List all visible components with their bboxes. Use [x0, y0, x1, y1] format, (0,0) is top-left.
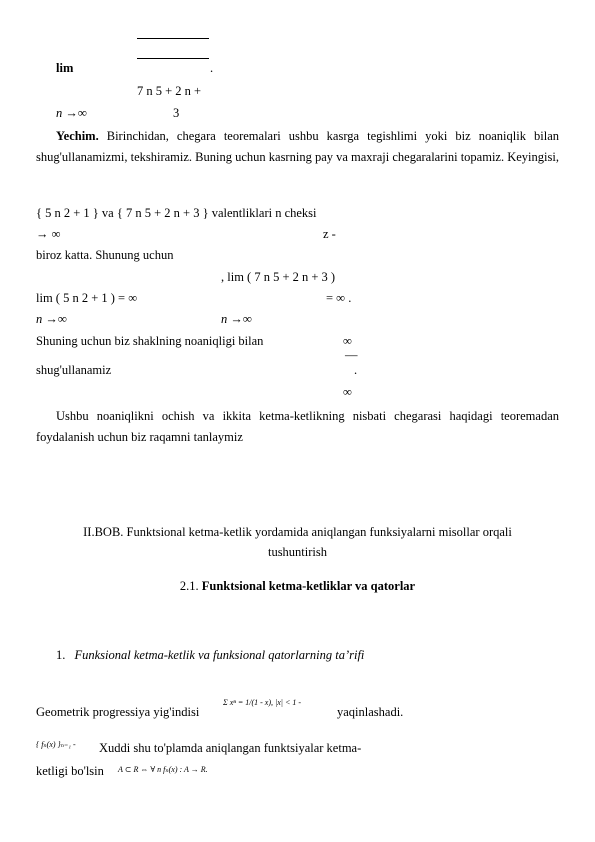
chapter-title: II.BOB. Funktsional ketma-ketlik yordamida aniqlangan funksiyalarni misollar orqali tushuntirish: [83, 525, 512, 559]
section-number: 2.1.: [179, 579, 199, 593]
infinity-numerator: ∞: [343, 334, 352, 348]
xuddi-text: Xuddi shu to'plamda aniqlangan funktsiyalar ketma-: [99, 741, 362, 755]
limit-right-expression: , lim ( 7 n 5 + 2 n + 3 ): [221, 270, 336, 284]
fraction-top-rule-1: [137, 38, 209, 39]
section-heading: [36, 576, 559, 596]
subsection-number: 1.: [56, 648, 66, 662]
fraction-denominator: 7 n 5 + 2 n +: [137, 84, 202, 98]
shugullanamiz-line: shug'ullanamiz: [36, 363, 112, 377]
geometric-formula: Σ xⁿ = 1/(1 - x), |x| < 1 -: [223, 698, 301, 707]
geometric-tail: yaqinlashadi.: [337, 705, 404, 719]
solution-paragraph: [36, 126, 559, 168]
limit-subscript-right: n →∞: [221, 312, 252, 326]
limit-left-expression: lim ( 5 n 2 + 1 ) = ∞: [36, 291, 138, 305]
subsection-title: Funksional ketma-ketlik va funksional qatorlarning ta’rifi: [74, 648, 365, 662]
limit-subscript-left: n →∞: [36, 312, 67, 326]
geometric-text: Geometrik progressiya yig'indisi: [36, 705, 200, 719]
fraction-dot: .: [210, 61, 214, 75]
z-label: z -: [323, 227, 336, 241]
shuning-line: Shuning uchun biz shaklning noaniqligi bilan: [36, 334, 264, 348]
subsection-heading: [56, 648, 364, 662]
lim-label: lim: [56, 61, 74, 75]
infinity-denominator: ∞: [343, 385, 352, 399]
limit-subscript: n →∞: [56, 106, 87, 120]
arrow-infinity: → ∞: [36, 227, 61, 241]
ushbu-paragraph: Ushbu noaniqlikni ochish va ikkita ketma-ketlikning nisbati chegarasi haqidagi teoremadan foydalanish uchun biz raqamni tanlaymiz: [36, 409, 559, 444]
section-title: Funktsional ketma-ketliklar va qatorlar: [201, 579, 416, 593]
sequences-line: { 5 n 2 + 1 } va { 7 n 5 + 2 n + 3 } valentliklari n cheksi: [36, 206, 317, 220]
equals-infinity: = ∞ .: [326, 291, 352, 305]
ketligi-formula: A ⊂ R ⇔ ∀ n fₙ(x) : A → R.: [118, 765, 208, 774]
solution-label: Yechim.: [56, 129, 99, 143]
fraction-end-dot: .: [354, 363, 358, 377]
fraction-bar: —: [345, 348, 358, 362]
exponent-three: 3: [173, 106, 180, 120]
fraction-top-rule-2: [137, 58, 209, 59]
solution-text: Birinchidan, chegara teoremalari ushbu kasrga tegishlimi yoki biz noaniqlik bilan shug'ullanamizmi, tekshiramiz. Buning uchun kasrning pay va maxraji chegaralarini topamiz. Keyingisi,: [36, 129, 559, 164]
sequence-formula: { fₙ(x) }ₙ₌₁ -: [36, 740, 76, 749]
ketligi-text: ketligi bo'lsin: [36, 764, 104, 778]
biroz-line: biroz katta. Shunung uchun: [36, 248, 174, 262]
